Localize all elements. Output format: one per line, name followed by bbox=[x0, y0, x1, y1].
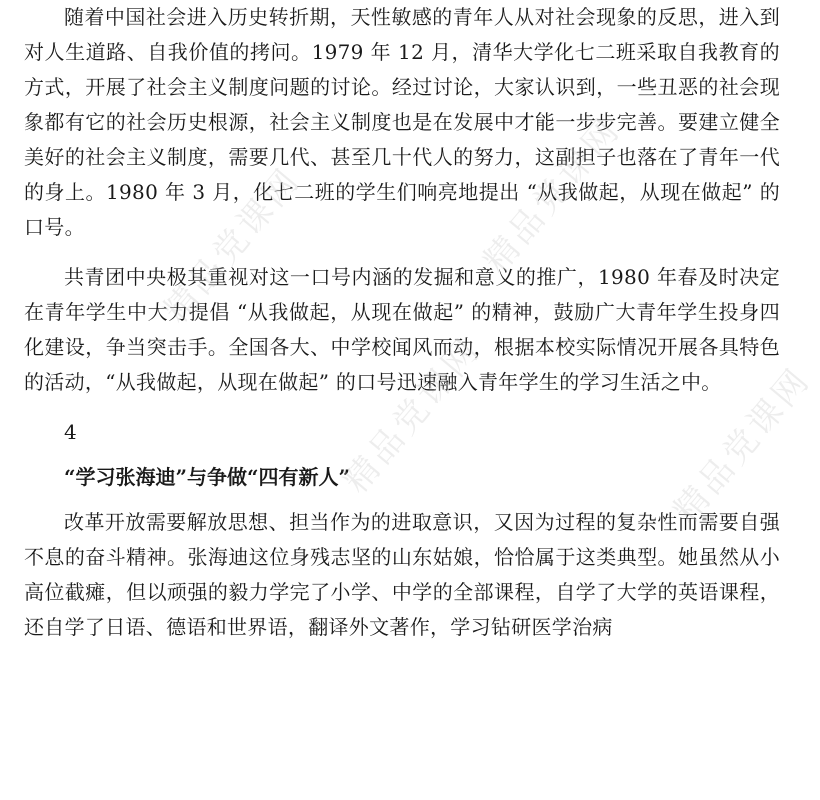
paragraph-3: 改革开放需要解放思想、担当作为的进取意识，又因为过程的复杂性而需要自强不息的奋斗精神。张海迪这位身残志坚的山东姑娘，恰恰属于这类典型。她虽然从小高位截瘫，但以顽强的毅力学完了小学、中学的全部课程，自学了大学的英语课程，还自学了日语、德语和世界语，翻译外文著作，学习钻研医学治病 bbox=[24, 510, 780, 639]
paragraph-1: 随着中国社会进入历史转折期，天性敏感的青年人从对社会现象的反思，进入到对人生道路、自我价值的拷问。1979 年 12 月，清华大学化七二班采取自我教育的方式，开展了社会主义制度问题的讨论。经过讨论，大家认识到，一些丑恶的社会现象都有它的社会历史根源，社会主义制度也是在发展中才能一步步完善。要建立健全美好的社会主义制度，需要几代、甚至几十代人的努力，这副担子也落在了青年一代的身上。1980 年 3 月，化七二班的学生们响亮地提出 “从我做起，从现在做起” 的口号。 bbox=[24, 5, 780, 239]
watermark: 精品党课网 bbox=[476, 109, 629, 281]
paragraph-gap bbox=[24, 400, 780, 415]
watermark: 精品党课网 bbox=[156, 159, 309, 331]
watermark: 精品党课网 bbox=[666, 359, 819, 531]
watermark: 精品党课网 bbox=[336, 329, 489, 501]
section-number: 4 bbox=[64, 420, 77, 444]
section-title: “学习张海迪”与争做“四有新人” bbox=[64, 465, 351, 489]
paragraph-gap bbox=[24, 450, 780, 460]
paragraph-2: 共青团中央极其重视对这一口号内涵的发掘和意义的推广，1980 年春及时决定在青年学生中大力提倡 “从我做起，从现在做起” 的精神，鼓励广大青年学生投身四化建设，争当突击手。全国各大、中学校闻风而动，根据本校实际情况开展各具特色的活动，“从我做起，从现在做起” 的口号迅速融入青年学生的学习生活之中。 bbox=[24, 265, 780, 394]
paragraph-gap bbox=[24, 495, 780, 505]
paragraph-gap bbox=[24, 245, 780, 260]
document-body bbox=[24, 0, 780, 645]
